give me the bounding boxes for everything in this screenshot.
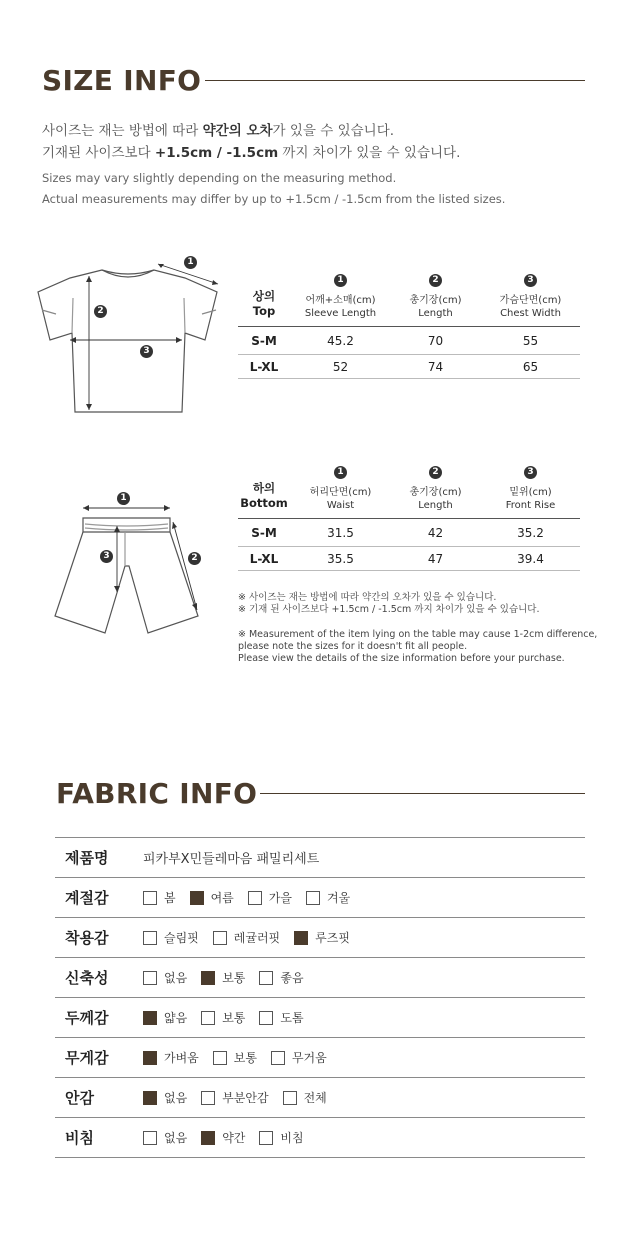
fabric-row [55,1118,585,1158]
fabric-option-label: 없음 [164,971,188,985]
fabric-option[interactable] [306,889,350,906]
bottom-col-3-marker: 3 [524,466,537,479]
bottom-row-2-size: L-XL [249,552,279,566]
fabric-option-label: 루즈핏 [315,931,350,945]
top-row-2-v1: 52 [332,360,349,374]
fabric-row-label: 계절감 [65,889,109,907]
checked-box-icon[interactable] [201,1131,215,1145]
unchecked-box-icon[interactable] [248,891,262,905]
notes-ko [238,592,588,616]
fabric-option[interactable] [143,1089,187,1106]
intro-ko-text: 기재된 사이즈보다 [42,145,155,161]
checked-box-icon[interactable] [190,891,204,905]
top-category [238,289,290,319]
intro-en-line1: Sizes may vary slightly depending on the measuring method. [42,171,397,185]
checked-box-icon[interactable] [143,1011,157,1025]
fabric-row [55,998,585,1038]
top-col-3-en: Chest Width [500,308,561,319]
fabric-option-label: 보통 [233,1051,257,1065]
bottom-col-1-en: Waist [326,500,355,511]
bottom-col-1-marker: 1 [334,466,347,479]
unchecked-box-icon[interactable] [143,891,157,905]
unchecked-box-icon[interactable] [259,1011,273,1025]
fabric-row [55,958,585,998]
fabric-label-product: 제품명 [65,849,109,867]
bottom-row-1-v3: 35.2 [517,526,544,540]
unchecked-box-icon[interactable] [143,931,157,945]
fabric-option[interactable] [143,1129,187,1146]
top-table-bottom [238,378,580,379]
shorts-marker-3: 3 [100,550,113,563]
top-col-2-en: Length [418,308,453,319]
bottom-col-3-en: Front Rise [505,500,556,511]
fabric-row [55,878,585,918]
unchecked-box-icon[interactable] [271,1051,285,1065]
unchecked-box-icon[interactable] [201,1011,215,1025]
top-col-3-header [483,272,578,320]
note-en-1: ※ Measurement of the item lying on the table may cause 1-2cm difference, [238,629,598,640]
top-col-1-marker: 1 [334,274,347,287]
fabric-option-label: 부분안감 [222,1091,269,1105]
fabric-row [55,918,585,958]
fabric-option[interactable] [201,1009,245,1026]
unchecked-box-icon[interactable] [306,891,320,905]
intro-ko-line2 [42,142,602,164]
unchecked-box-icon[interactable] [213,931,227,945]
fabric-option-label: 슬림핏 [164,931,199,945]
bottom-col-2-marker: 2 [429,466,442,479]
notes-en [238,629,598,665]
tshirt-marker-1: 1 [184,256,197,269]
fabric-option-label: 없음 [164,1131,188,1145]
intro-ko-bold: +1.5cm / -1.5cm [154,145,279,161]
bottom-col-2-en: Length [418,500,453,511]
bottom-col-1-ko: 허리단면(cm) [309,487,372,498]
intro-en-line2: Actual measurements may differ by up to +1.5cm / -1.5cm from the listed sizes. [42,192,506,206]
note-ko-2: ※ 기재 된 사이즈보다 +1.5cm / -1.5cm 까지 차이가 있을 수 있습니다. [238,604,540,615]
top-col-2-ko: 총기장(cm) [409,295,462,306]
fabric-option-label: 가벼움 [164,1051,199,1065]
top-col-2-marker: 2 [429,274,442,287]
fabric-option-label: 보통 [222,971,246,985]
unchecked-box-icon[interactable] [201,1091,215,1105]
bottom-row-1-v2: 42 [427,526,444,540]
fabric-row-label: 착용감 [65,929,109,947]
top-col-1-en: Sleeve Length [304,308,377,319]
fabric-option-label: 겨울 [326,891,351,905]
fabric-option-label: 여름 [210,891,234,905]
fabric-row-label: 신축성 [65,969,109,987]
fabric-option-label: 좋음 [280,971,304,985]
checked-box-icon[interactable] [294,931,308,945]
unchecked-box-icon[interactable] [213,1051,227,1065]
top-row-1-v1: 45.2 [327,334,354,348]
bottom-row-1-v1: 31.5 [327,526,354,540]
intro-ko-text: 가 있을 수 있습니다. [272,123,395,139]
bottom-header-divider [238,518,580,519]
unchecked-box-icon[interactable] [283,1091,297,1105]
fabric-option-label: 보통 [222,1011,246,1025]
fabric-option-label: 약간 [222,1131,246,1145]
fabric-option[interactable] [213,1049,257,1066]
fabric-option-label: 비침 [280,1131,304,1145]
fabric-option[interactable] [259,969,303,986]
fabric-option-label: 가을 [268,891,292,905]
intro-ko-text: 사이즈는 재는 방법에 따라 [42,123,203,139]
unchecked-box-icon[interactable] [143,971,157,985]
checked-box-icon[interactable] [143,1091,157,1105]
top-row-1-v2: 70 [427,334,444,348]
fabric-option[interactable] [259,1129,303,1146]
fabric-row-label: 안감 [65,1089,94,1107]
unchecked-box-icon[interactable] [259,971,273,985]
tshirt-marker-3: 3 [140,345,153,358]
top-row-2-v3: 65 [522,360,539,374]
fabric-option[interactable] [143,929,199,946]
fabric-option[interactable] [201,1129,245,1146]
fabric-option-label: 레귤러핏 [233,931,281,945]
checked-box-icon[interactable] [143,1051,157,1065]
note-en-2: please note the sizes for it doesn't fit all people. [238,641,468,652]
bottom-col-1-header [293,464,388,512]
intro-ko-bold: 약간의 오차 [202,123,273,139]
fabric-option[interactable] [248,889,292,906]
fabric-option-label: 전체 [303,1091,327,1105]
fabric-option-label: 없음 [164,1091,188,1105]
bottom-row-2-v1: 35.5 [327,552,354,566]
intro-ko-text: 까지 차이가 있을 수 있습니다. [278,145,461,161]
top-category-en: Top [252,304,276,318]
top-size-table [238,270,580,385]
bottom-category-ko: 하의 [252,481,276,495]
top-col-2-header [388,272,483,320]
bottom-col-3-ko: 밑위(cm) [509,487,552,498]
fabric-option-label: 무거움 [291,1051,327,1065]
fabric-row [55,1078,585,1118]
bottom-col-3-header [483,464,578,512]
fabric-row [55,1038,585,1078]
top-category-ko: 상의 [252,289,276,303]
bottom-size-table [238,462,580,577]
tshirt-marker-2: 2 [94,305,107,318]
note-en-3: Please view the details of the size information before your purchase. [238,653,565,664]
fabric-option[interactable] [143,1009,187,1026]
size-info-rule [205,80,585,81]
fabric-row-label: 두께감 [65,1009,109,1027]
top-col-3-ko: 가슴단면(cm) [499,295,562,306]
fabric-option[interactable] [283,1089,327,1106]
fabric-option[interactable] [143,1049,199,1066]
fabric-row-label: 비침 [65,1129,94,1147]
bottom-row-2-v2: 47 [427,552,444,566]
intro-ko-line1 [42,120,602,142]
shorts-diagram [45,488,215,643]
fabric-product-name: 피카부X민들레마음 패밀리세트 [143,852,320,867]
fabric-option[interactable] [201,969,245,986]
size-info-title: SIZE INFO [42,64,202,97]
fabric-option[interactable] [259,1009,303,1026]
top-row-1-size: S-M [251,334,277,348]
top-row-divider [238,354,580,355]
note-ko-1: ※ 사이즈는 재는 방법에 따라 약간의 오차가 있을 수 있습니다. [238,592,497,603]
fabric-info-rule [260,793,585,794]
bottom-col-2-header [388,464,483,512]
tshirt-diagram [30,250,230,420]
fabric-option[interactable] [294,929,350,946]
fabric-row-label: 무게감 [65,1049,109,1067]
shorts-marker-1: 1 [117,492,130,505]
unchecked-box-icon[interactable] [143,1131,157,1145]
fabric-option[interactable] [190,889,234,906]
bottom-category-en: Bottom [240,496,288,510]
top-col-3-marker: 3 [524,274,537,287]
shorts-marker-2: 2 [188,552,201,565]
top-col-1-ko: 어깨+소매(cm) [305,295,376,306]
fabric-option[interactable] [271,1049,327,1066]
fabric-option[interactable] [143,889,176,906]
fabric-row-product [55,838,585,878]
bottom-row-1-size: S-M [251,526,277,540]
fabric-option-label: 도톰 [280,1011,304,1025]
bottom-row-divider [238,546,580,547]
fabric-option[interactable] [201,1089,268,1106]
fabric-option[interactable] [213,929,280,946]
bottom-table-bottom [238,570,580,571]
fabric-info-title: FABRIC INFO [56,777,258,810]
fabric-option[interactable] [143,969,187,986]
bottom-category [238,481,290,511]
fabric-option-label: 봄 [164,891,176,905]
fabric-option-label: 얇음 [164,1011,188,1025]
top-header-divider [238,326,580,327]
top-row-1-v3: 55 [522,334,539,348]
bottom-col-2-ko: 총기장(cm) [409,487,462,498]
unchecked-box-icon[interactable] [259,1131,273,1145]
top-col-1-header [293,272,388,320]
checked-box-icon[interactable] [201,971,215,985]
bottom-row-2-v3: 39.4 [517,552,544,566]
top-row-2-size: L-XL [249,360,279,374]
top-row-2-v2: 74 [427,360,444,374]
